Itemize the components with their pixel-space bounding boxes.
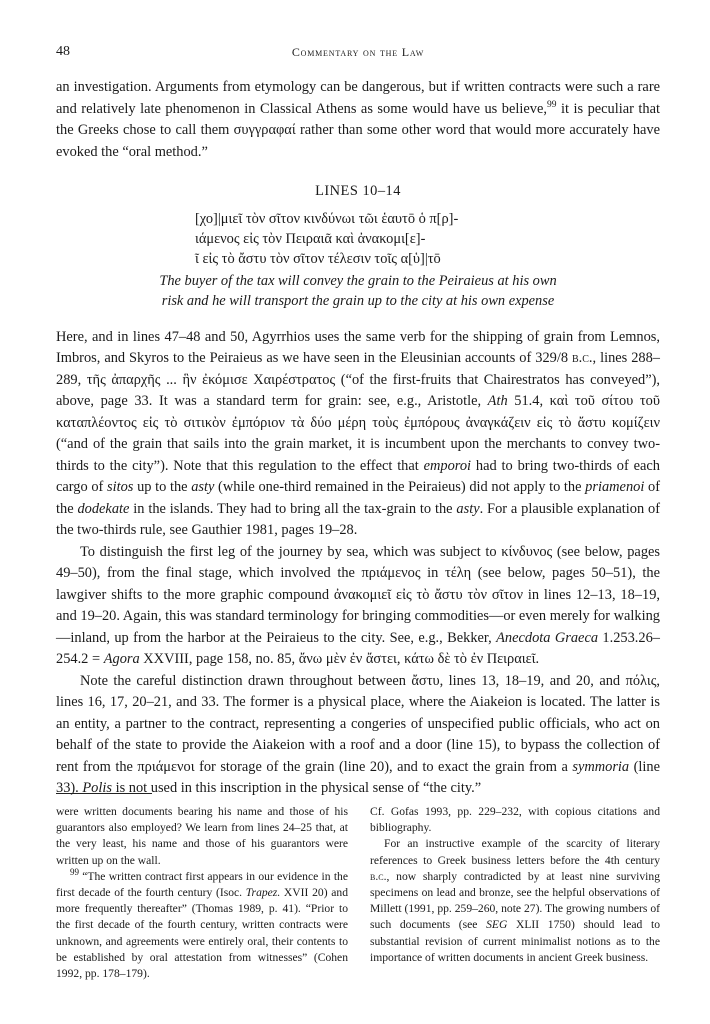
body-text [56, 77, 660, 800]
footnote-divider [56, 793, 152, 794]
footnotes-left-column [56, 804, 348, 982]
paragraph-1: Here, and in lines 47–48 and 50, Agyrrhios uses the same verb for the shipping of grain from Lemnos, Imbros, and Skyros to the Peiraieus as we have seen in the Eleusinian accounts of 329/8 b.c., lines 288–289, τῆς ἀπαρχῆς ... ἣν ἐκόμισε Χαιρέστρατος (“of the first-fruits that Chairestratos has conveyed”), above, page 33. It was a standard term for grain: see, e.g., Aristotle, Ath 51.4, καὶ τοῦ σίτου τοῦ καταπλέοντος εἰς τὸ σιτικὸν ἐμπόριον τὰ δύο μέρη τοὺς ἐμπόρους ἀναγκάζειν εἰς τὸ ἄστυ κομίζειν (“and of the grain that sails into the grain market, it is incumbent upon the merchants to convey two-thirds to the city”). Note that this regulation to the effect that emporoi had to bring two-thirds of each cargo of sitos up to the asty (while one-third remained in the Peiraieus) did not apply to the priamenoi of the dodekate in the islands. They had to bring all the tax-grain to the asty. For a plausible explanation of the two-thirds rule, see Gauthier 1981, pages 19–28. [56, 328, 661, 538]
greek-quotation [195, 209, 521, 269]
footnote-number: 99 [70, 866, 79, 877]
footnote-99-paragraph: For an instructive example of the scarcity of literary references to Greek business letters before the 4th century b.c., now sharply contradicted by at least nine surviving specimens on lead and bronze, see the helpful observations of Millett (1991, pp. 259–260, note 27). The growing numbers of such documents (see SEG XLII 1750) should lead to substantial revision of current minimalist notions as to the importance of written documents in ancient Greek business. [370, 837, 660, 964]
footnotes-right-column [370, 804, 660, 966]
section-heading: LINES 10–14 [315, 183, 401, 199]
footnote-99-continuation: Cf. Gofas 1993, pp. 229–232, with copious citations and bibliography. [370, 805, 660, 835]
page-header [56, 44, 660, 64]
intro-paragraph: an investigation. Arguments from etymology can be dangerous, but if written contracts were such a rare and relatively late phenomenon in Classical Athens as some would have us believe,$^{99}$ it is peculiar that the Greeks chose to call them συγγραφαί rather than some other word that would more accurately have evoked the “oral method.” [56, 79, 660, 160]
page-number: 48 [56, 44, 70, 59]
paragraph-3: Note the careful distinction drawn throughout between ἄστυ, lines 13, 18–19, and 20, and πόλις, lines 16, 17, 20–21, and 33. The former is a physical place, where the Aiakeion is located. The latter is an entity, a partner to the contract, representing a congeries of unspecified public officials, who act on behalf of the state to provide the Aiakeion with a roof and a door (line 15), to bypass the collection of rent from the πριάμενοι for storage of the grain (line 20), and to exact the grain from a symmoria (line 33). Polis is not used in this inscription in the physical sense of “the city.” [56, 672, 660, 796]
paragraph-2: To distinguish the first leg of the journey by sea, which was subject to κίνδυνος (see below, pages 49–50), from the final stage, which involved the πριάμενος in τέλη (see below, pages 50–51), the lawgiver shifts to the more graphic compound ἀνακομιεῖ εἰς τὸ ἄστυ τὸν σῖτον in lines 12–13, 18–19, and 19–20. Again, this was standard terminology for bringing commodities—or even merely for walking—inland, up from the harbor at the Peiraieus to the city. See, e.g., Bekker, Anecdota Graeca 1.253.26–254.2 = Agora XXVIII, page 158, no. 85, ἄνω μὲν ἐν ἄστει, κάτω δὲ τὸ ἐν Πειραιεῖ. [56, 543, 660, 667]
translation [153, 271, 563, 311]
footnote-continuation: were written documents bearing his name and those of his guarantors also employed? We learn from lines 24–25 that, at the very least, his name and those of his guarantors were written up on the wall. [56, 805, 348, 867]
translation-line: risk and he will transport the grain up to the city at his own expense [161, 292, 555, 309]
translation-line: The buyer of the tax will convey the grain to the Peiraieus at his own [159, 272, 557, 289]
running-head: Commentary on the Law [291, 45, 425, 59]
greek-line: [χο]|μιεῖ τὸν σῖτον κινδύνωι τῶι ἑαυτō ὁ π[ρ]- [195, 210, 459, 227]
footnote-ref-99: 99 [546, 99, 557, 110]
greek-line: ιάμενος εἰς τὸν Πειραιᾶ καὶ ἀνακομι[ε]- [195, 230, 426, 247]
footnote-99: $^{99}$ “The written contract first appears in our evidence in the first decade of the fourth century (Isoc. Trapez. XVII 20) and more frequently thereafter” (Thomas 1989, p. 41). “Prior to the first decade of the fourth century, written contracts were unknown, and agreements were entirely oral, their contents to be established by oral attestation from witnesses” (Cohen 1992, pp. 178–179). [56, 866, 348, 981]
greek-line: ῖ εἰς τὸ ἄστυ τὸν σῖτον τέλεσιν τοῖς α[ὑ]|τō [195, 250, 441, 267]
